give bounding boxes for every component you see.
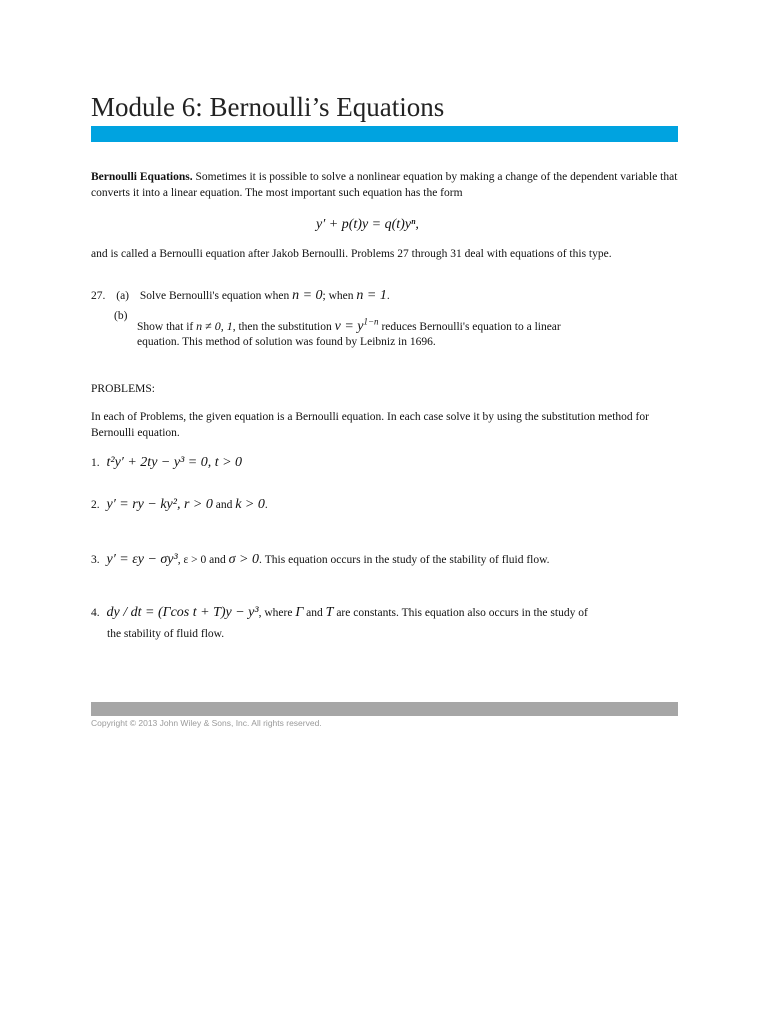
problem-number: 4. (91, 607, 100, 619)
problem-1-equation: t²y′ + 2ty − y³ = 0, t > 0 (106, 455, 243, 470)
part-a-math-2: n = 1 (356, 288, 387, 303)
problem-1 (91, 455, 242, 471)
problem-4-text-1: , where (258, 607, 296, 619)
problem-2-equation: y′ = ry − ky², r > 0 (106, 497, 213, 512)
problem-number: 1. (91, 457, 100, 469)
problem-4-gamma: Γ (295, 605, 304, 620)
problem-3-text: . This equation occurs in the study of the stability of fluid flow. (259, 554, 550, 566)
problem-2-and: and (212, 499, 236, 511)
part-a-math-1: n = 0 (292, 288, 323, 303)
intro-paragraph-2: and is called a Bernoulli equation after Jakob Bernoulli. Problems 27 through 31 deal with equations of this type. (91, 248, 612, 260)
title-accent-bar (91, 126, 678, 142)
substitution-base: v = y (334, 319, 364, 334)
part-a-text-2: ; when (322, 290, 357, 302)
problem-4 (91, 605, 588, 621)
problem-3-cond-1: , ε > 0 (177, 554, 207, 566)
exercise-27-part-a (91, 288, 390, 304)
part-b-text-2: , then the substitution (232, 321, 335, 333)
intro-heading: Bernoulli Equations. (91, 171, 193, 183)
problems-heading: PROBLEMS: (91, 383, 155, 395)
part-a-text: Solve Bernoulli's equation when (139, 290, 293, 302)
problem-4-text-2: are constants. This equation also occurs in the study of (333, 607, 588, 619)
problem-4-text-3: the stability of fluid flow. (107, 628, 225, 640)
part-b-text-4: equation. This method of solution was found by Leibniz in 1696. (137, 336, 436, 348)
part-b-label: (b) (114, 310, 128, 322)
problem-number: 2. (91, 499, 100, 511)
part-b-math-2 (334, 316, 379, 334)
problem-4-and: and (303, 607, 326, 619)
part-a-label: (a) (116, 290, 130, 302)
page-title: Module 6: Bernoulli’s Equations (91, 92, 445, 122)
problem-3-and: and (206, 554, 229, 566)
part-b-math-1: n ≠ 0, 1 (196, 319, 233, 333)
problem-4-equation: dy / dt = (Γcos t + T)y − y³ (106, 605, 259, 620)
part-b-text-1: Show that if (137, 321, 197, 333)
problem-2 (91, 497, 268, 513)
footer-bar (91, 702, 678, 716)
problem-4-t: T (325, 605, 334, 620)
problems-intro: In each of Problems, the given equation is a Bernoulli equation. In each case solve it by using the substitution method for Bernoulli equation. (91, 411, 649, 439)
part-a-period: . (386, 290, 390, 302)
problem-3-equation: y′ = εy − σy³ (106, 552, 178, 567)
intro-paragraph (91, 169, 681, 201)
problem-2-period: . (264, 499, 268, 511)
problem-number: 3. (91, 554, 100, 566)
copyright-notice: Copyright © 2013 John Wiley & Sons, Inc. All rights reserved. (91, 718, 322, 728)
problem-3 (91, 552, 550, 568)
problem-2-condition: k > 0 (235, 497, 265, 512)
bernoulli-equation: y′ + p(t)y = q(t)yⁿ, (316, 217, 419, 232)
substitution-exponent: 1−n (363, 316, 379, 327)
intro-text: Sometimes it is possible to solve a nonlinear equation by making a change of the dependent variable that converts it into a linear equation. The most important such equation has the form (91, 171, 678, 199)
problem-3-cond-2: σ > 0 (228, 552, 260, 567)
exercise-27-part-b (137, 316, 561, 335)
part-b-text-3: reduces Bernoulli's equation to a linear (378, 321, 561, 333)
exercise-number: 27. (91, 290, 106, 302)
